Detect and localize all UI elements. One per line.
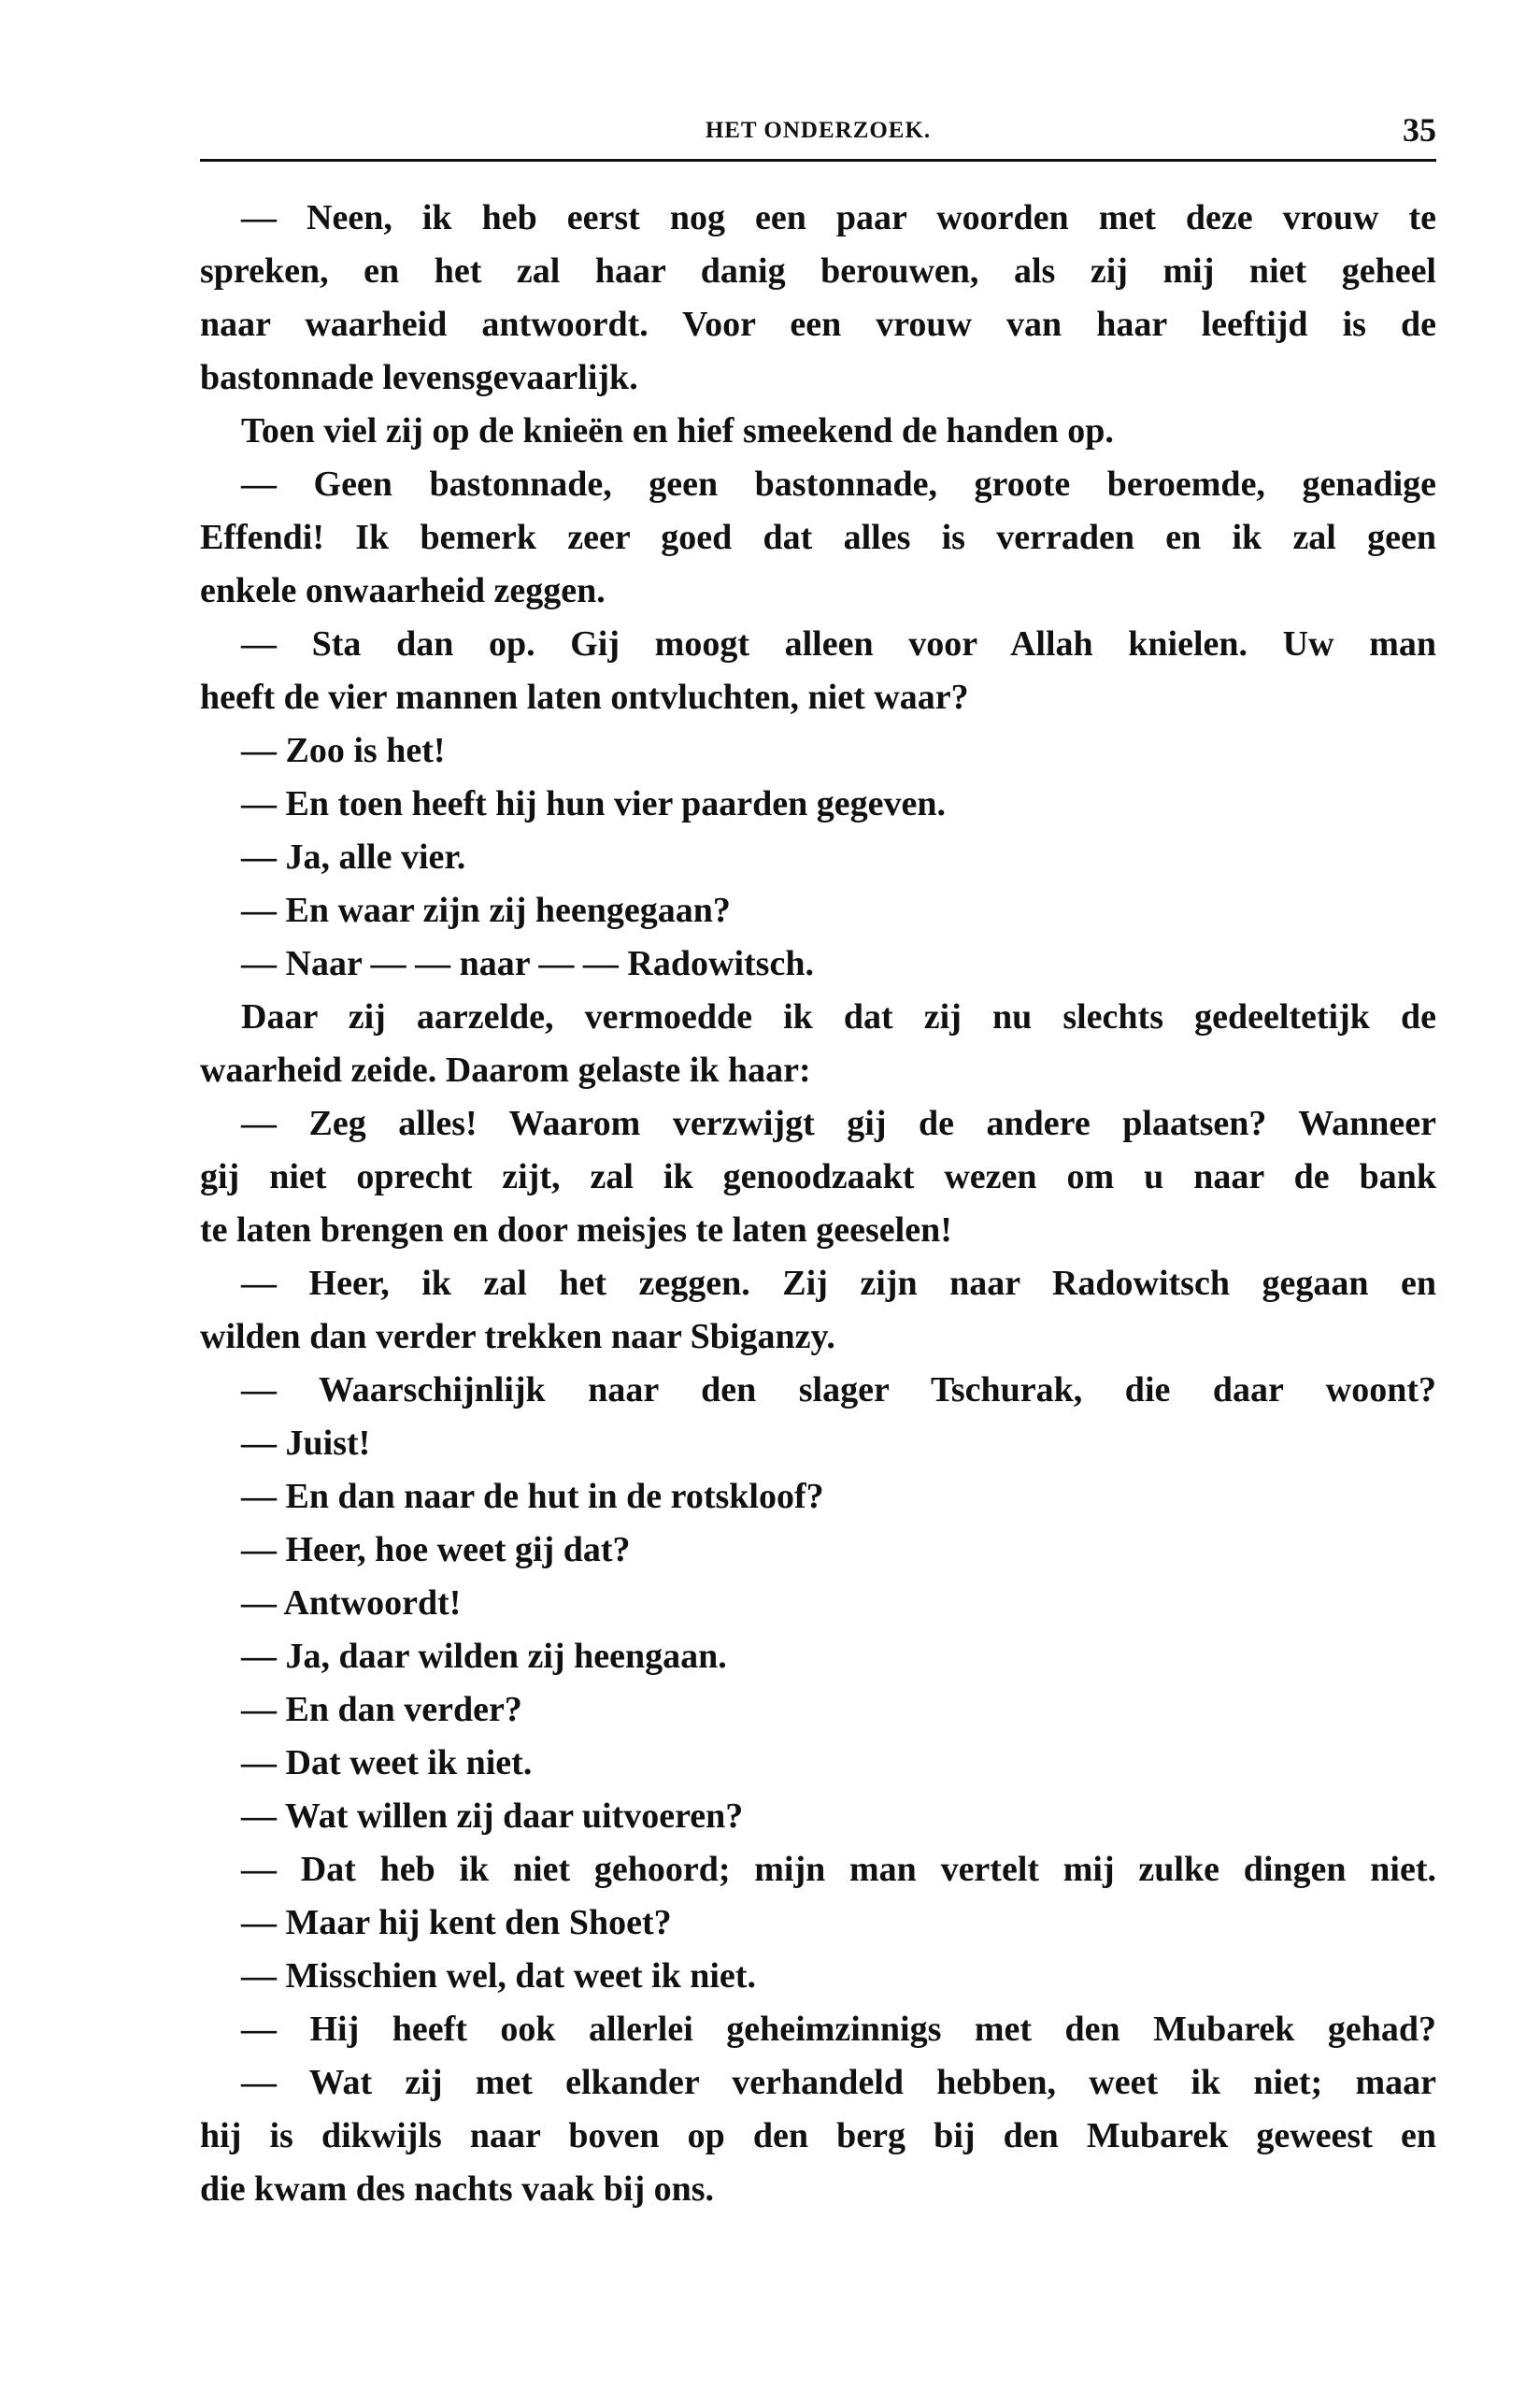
text-line: Daar zij aarzelde, vermoedde ik dat zij nu slechts gedeeltetijk de <box>241 997 1436 1037</box>
text-line: — En toen heeft hij hun vier paarden gegeven. <box>241 784 947 823</box>
text-line: gij niet oprecht zijt, zal ik genoodzaakt wezen om u naar de bank <box>200 1157 1436 1196</box>
text-line: enkele onwaarheid zeggen. <box>200 571 606 610</box>
text-line: hij is dikwijls naar boven op den berg bij den Mubarek geweest en <box>200 2116 1436 2155</box>
body-text <box>200 192 1436 2216</box>
text-line: — Wat zij met elkander verhandeld hebben, weet ik niet; maar <box>241 2063 1436 2102</box>
text-line: — Juist! <box>241 1424 371 1463</box>
page-header <box>200 110 1436 151</box>
text-line: — Sta dan op. Gij moogt alleen voor Allah knielen. Uw man <box>241 624 1436 664</box>
text-line: — Zeg alles! Waarom verzwijgt gij de andere plaatsen? Wanneer <box>241 1104 1436 1143</box>
text-line: — Hij heeft ook allerlei geheimzinnigs met den Mubarek gehad? <box>241 2010 1436 2049</box>
text-line: — Antwoordt! <box>241 1583 462 1623</box>
page-number: 35 <box>1403 111 1436 149</box>
text-line: die kwam des nachts vaak bij ons. <box>200 2169 715 2209</box>
text-line: — Waarschijnlijk naar den slager Tschurak, die daar woont? <box>241 1370 1436 1410</box>
text-line: bastonnade levensgevaarlijk. <box>200 358 638 397</box>
text-line: te laten brengen en door meisjes te laten geeselen! <box>200 1210 952 1250</box>
text-line: — En dan verder? <box>241 1690 522 1729</box>
text-line: Effendi! Ik bemerk zeer goed dat alles is verraden en ik zal geen <box>200 518 1436 557</box>
text-line: — Ja, alle vier. <box>241 837 466 877</box>
text-line: — Neen, ik heb eerst nog een paar woorden met deze vrouw te <box>241 198 1436 237</box>
header-rule <box>200 159 1436 162</box>
text-line: — Wat willen zij daar uitvoeren? <box>241 1796 744 1836</box>
text-line: wilden dan verder trekken naar Sbiganzy. <box>200 1317 835 1356</box>
text-line: — En waar zijn zij heengegaan? <box>241 891 731 930</box>
text-line: spreken, en het zal haar danig berouwen, als zij mij niet geheel <box>200 251 1436 291</box>
text-line: — Dat weet ik niet. <box>241 1743 533 1782</box>
running-title: HET ONDERZOEK. <box>705 118 932 143</box>
text-line: — Heer, ik zal het zeggen. Zij zijn naar Radowitsch gegaan en <box>241 1264 1436 1303</box>
text-line: — Geen bastonnade, geen bastonnade, groote beroemde, genadige <box>241 465 1436 504</box>
text-line: Toen viel zij op de knieën en hief smeekend de handen op. <box>241 411 1114 451</box>
text-line: — Maar hij kent den Shoet? <box>241 1903 672 1942</box>
text-line: waarheid zeide. Daarom gelaste ik haar: <box>200 1051 811 1090</box>
text-line: — Dat heb ik niet gehoord; mijn man vertelt mij zulke dingen niet. <box>241 1850 1436 1889</box>
text-line: heeft de vier mannen laten ontvluchten, niet waar? <box>200 678 969 717</box>
text-line: naar waarheid antwoordt. Voor een vrouw van haar leeftijd is de <box>200 305 1436 344</box>
text-line: — Heer, hoe weet gij dat? <box>241 1530 631 1569</box>
text-line: — Ja, daar wilden zij heengaan. <box>241 1637 727 1676</box>
text-line: — Naar — — naar — — Radowitsch. <box>241 944 814 983</box>
text-line: — En dan naar de hut in de rotskloof? <box>241 1477 824 1516</box>
text-line: — Misschien wel, dat weet ik niet. <box>241 1956 756 1996</box>
text-line: — Zoo is het! <box>241 731 446 770</box>
